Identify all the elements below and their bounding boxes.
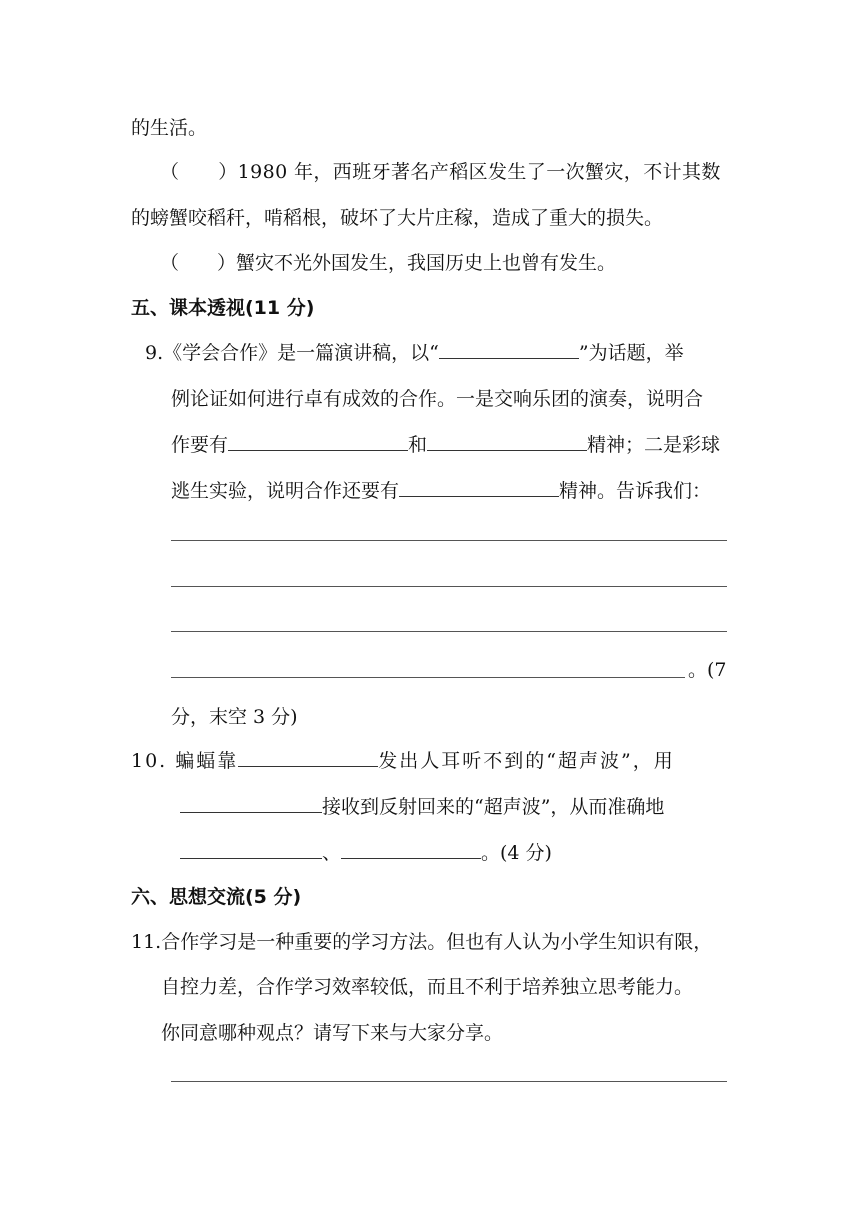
question-text: 作要有 xyxy=(171,434,229,456)
question-number: 11. xyxy=(131,931,162,953)
question-text: 合作学习是一种重要的学习方法。但也有人认为小学生知识有限， xyxy=(161,931,713,953)
question-text: 和 xyxy=(408,434,428,456)
question-10-line xyxy=(180,839,552,867)
answer-blank[interactable] xyxy=(427,432,587,451)
question-text: 。(4 分) xyxy=(481,842,552,864)
question-text: 精神；二是彩球 xyxy=(587,434,721,456)
question-text: 《学会合作》是一篇演讲稿，以“ xyxy=(163,342,439,364)
section-title: 五、课本透视(11 分) xyxy=(131,297,315,319)
answer-line[interactable] xyxy=(171,677,685,678)
question-text: 精神。告诉我们： xyxy=(559,480,712,502)
answer-blank[interactable] xyxy=(238,748,378,767)
question-text: 发出人耳听不到的“超声波”，用 xyxy=(378,750,675,772)
question-text: 蝙蝠靠 xyxy=(175,750,239,772)
answer-blank[interactable] xyxy=(341,840,481,859)
answer-blank[interactable] xyxy=(228,432,408,451)
answer-line[interactable] xyxy=(171,1081,727,1082)
score-note: 。(7 xyxy=(688,659,727,681)
question-9-line xyxy=(171,431,720,459)
answer-line[interactable] xyxy=(171,540,727,541)
question-text: ”为话题，举 xyxy=(578,342,684,364)
score-note: 分，末空 3 分) xyxy=(171,706,298,728)
text-line: 的螃蟹咬稻秆，啃稻根，破坏了大片庄稼，造成了重大的损失。 xyxy=(131,207,664,229)
question-10-line xyxy=(131,747,675,775)
section-title: 六、思想交流(5 分) xyxy=(131,886,302,908)
answer-blank[interactable] xyxy=(439,340,579,359)
question-9-line xyxy=(171,477,711,505)
question-number: 10. xyxy=(131,750,168,772)
question-9-line xyxy=(145,339,684,367)
text-line: 的生活。 xyxy=(131,117,208,139)
answer-line[interactable] xyxy=(171,631,727,632)
ordering-item: （ ）蟹灾不光外国发生，我国历史上也曾有发生。 xyxy=(160,252,617,274)
answer-line[interactable] xyxy=(171,586,727,587)
question-9-line: 例论证如何进行卓有成效的合作。一是交响乐团的演奏，说明合 xyxy=(171,388,704,410)
question-text: 逃生实验，说明合作还要有 xyxy=(171,480,400,502)
answer-blank[interactable] xyxy=(399,478,559,497)
question-11-line: 你同意哪种观点？请写下来与大家分享。 xyxy=(161,1022,504,1044)
question-10-line xyxy=(180,793,664,821)
answer-blank[interactable] xyxy=(180,794,322,813)
question-11-line: 自控力差，合作学习效率较低，而且不利于培养独立思考能力。 xyxy=(161,976,694,998)
question-number: 9. xyxy=(145,342,164,364)
question-text: 接收到反射回来的“超声波”，从而准确地 xyxy=(322,796,665,818)
question-11-line xyxy=(131,928,712,956)
question-text: 、 xyxy=(322,842,342,864)
answer-blank[interactable] xyxy=(180,840,322,859)
ordering-item: （ ）1980 年，西班牙著名产稻区发生了一次蟹灾，不计其数 xyxy=(160,161,721,183)
